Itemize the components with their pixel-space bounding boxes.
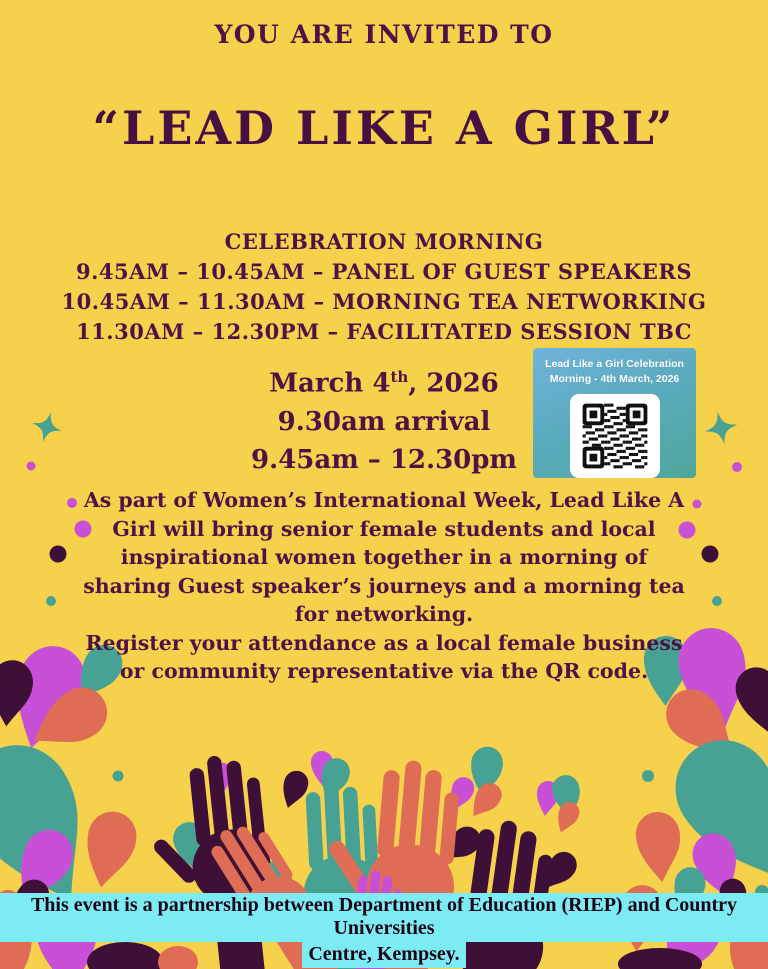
schedule-line: 10.45AM – 11.30AM – MORNING TEA NETWORKING bbox=[61, 289, 707, 314]
schedule-block bbox=[0, 227, 768, 347]
schedule-line: 9.45AM – 10.45AM – PANEL OF GUEST SPEAKERS bbox=[75, 259, 693, 284]
qr-caption-line1: Lead Like a Girl Celebration bbox=[545, 358, 684, 370]
event-date: March 4th, 2026 bbox=[269, 368, 499, 399]
partnership-footer bbox=[0, 893, 768, 968]
qr-panel bbox=[533, 348, 696, 478]
arrival-time: 9.30am arrival bbox=[277, 406, 491, 437]
date-ordinal: th bbox=[390, 368, 409, 386]
description-block bbox=[0, 486, 768, 686]
schedule-line: 11.30AM – 12.30PM – FACILITATED SESSION TBC bbox=[76, 319, 692, 344]
schedule-heading: CELEBRATION MORNING bbox=[224, 229, 544, 254]
qr-caption bbox=[533, 357, 696, 387]
invite-line: YOU ARE INVITED TO bbox=[214, 20, 554, 49]
event-time-range: 9.45am – 12.30pm bbox=[251, 444, 517, 475]
footer-line1: This event is a partnership between Department of Education (RIEP) and Country Universities bbox=[0, 893, 768, 942]
qr-caption-line2: Morning - 4th March, 2026 bbox=[549, 373, 680, 385]
footer-line2: Centre, Kempsey. bbox=[302, 942, 465, 968]
qr-code bbox=[576, 399, 654, 473]
qr-code-box bbox=[570, 394, 660, 478]
description-paragraph-2: Register your attendance as a local female business or community representative via the QR code. bbox=[85, 630, 683, 683]
description-paragraph-1: As part of Women’s International Week, Lead Like A Girl will bring senior female students and local inspirational women together in a morning of sharing Guest speaker’s journeys and a morning tea for networking. bbox=[83, 488, 685, 626]
poster-title: “LEAD LIKE A GIRL” bbox=[92, 101, 676, 155]
